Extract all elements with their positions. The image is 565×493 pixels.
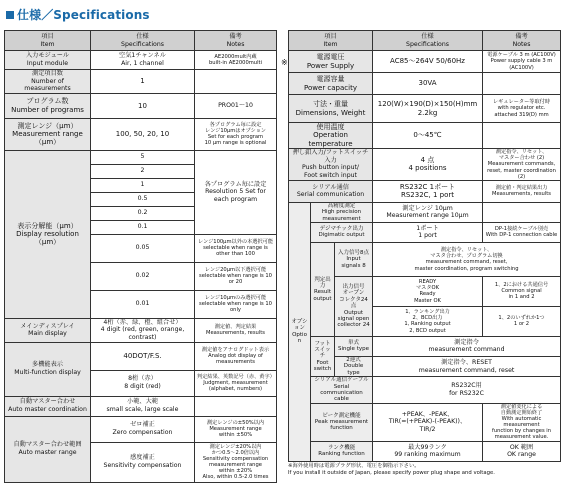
row-judge-input: 判定出力 Result output 入力信号8点 Input signals 8 測定指令、リセット、 マスタ合わせ、プログラム切換 measurement command, reset, master coordination, program switching — [289, 242, 561, 276]
row-input-module: 入力モジュール Input module 空気1チャンネル Air, 1 channel AE2000mult内蔵 built-in AE2000multi — [5, 51, 277, 70]
row-display-res-02: 0.2 — [5, 206, 277, 220]
row-number-measurements: 測定項目数 Number of measurements 1 — [5, 70, 277, 94]
row-main-display: メインディスプレイ Main display 4桁（赤、緑、橙、組合せ） 4 digit (red, green, orange, contrast) 測定値、判定結果 Measurements, results — [5, 318, 277, 342]
row-display-res-5: 表示分解能（μm） Display resolution（μm） 5 各プログラム毎に設定 Resolution 5 Set for each program — [5, 150, 277, 164]
row-serial-communication: シリアル通信 Serial communication RS232C 1ポート RS232C, 1 port 測定値・判定結果出力 Measurements, results — [289, 180, 561, 202]
asterisk-mark: ※ — [281, 58, 288, 67]
row-power-capacity: 電源容量 Power capacity 30VA — [289, 73, 561, 95]
header-item: 項目 Item — [5, 31, 91, 51]
footnote: ※海外使用時は電源プラグ形状、電圧を御指示下さい。 If you install it outside of Japan, please specify power plug shape and voltage. — [288, 463, 495, 476]
row-display-res-005: 0.05 レンジ100μm以外の本選択可能 selectable when range is other than 100 — [5, 234, 277, 262]
row-display-res-1: 1 — [5, 178, 277, 192]
option-label: オプション Option — [289, 202, 311, 461]
row-power-supply: 電源電圧 Power Supply AC85～264V 50/60Hz 電源ケーブル 3 m (AC100V) Power supply cable 3 m (AC100V) — [289, 51, 561, 73]
page-title: 仕様／Specifications — [6, 6, 150, 23]
row-sensitivity-comp: 感度補正 Sensitivity compensation 測定レンジ±20%以内 かつ0.5～2.0倍以内 Sensitivity compensation measurement range within ±20% Also, within 0.5-2.0 times — [5, 442, 277, 482]
row-zero-comp: 自動マスター合わせ範囲 Auto master range ゼロ補正 Zero compensation 測定レンジの±50%以内 Measurement range within ±50% — [5, 416, 277, 442]
row-display-res-05: 0.5 — [5, 192, 277, 206]
right-header-row: 項目 Item 仕様 Specifications 備考 Notes — [289, 31, 561, 51]
title-square-icon — [6, 11, 14, 19]
row-judge-output: 出力信号 オープン コレクタ24点 Output signal open collector 24 READY マスタOK Ready Master OK 1、2における共通信号 Common signal in 1 and 2 — [289, 276, 561, 306]
row-multi-display-dot: 多機能表示 Multi-function display 40DOT/F.S. 測定値をアナログドット表示 Analog dot display of measurements — [5, 342, 277, 370]
header-spec: 仕様 Specifications — [91, 31, 195, 51]
row-multi-display-digit: 8桁（赤） 8 digit (red) 判定結果、英数記号（赤、黄字） Judgment, measurement (alphabet, numbers) — [5, 370, 277, 396]
row-display-res-2: 2 — [5, 164, 277, 178]
row-display-res-002: 0.02 レンジ20μm以下選択可能 selectable when range is 10 or 20 — [5, 262, 277, 290]
row-number-programs: プログラム数 Number of programs 10 PRO01～10 — [5, 93, 277, 118]
left-header-row — [5, 31, 277, 51]
right-spec-table — [288, 30, 561, 462]
row-serial-cable: シリアル通信ケーブル Serial communication cable RS232C用 for RS232C — [289, 377, 561, 404]
row-measurement-range: 測定レンジ（μm） Measurement range（μm） 100, 50, 20, 10 各プログラム毎に設定 レンジ10μmはオプション Set for each program 10 μm range is optional — [5, 118, 277, 150]
row-dimensions: 寸法・重量 Dimensions, Weight 120(W)×190(D)×150(H)mm 2.2kg レギュレーター等取付時 with regulator etc. attached 319(D) mm — [289, 95, 561, 123]
row-display-res-01: 0.1 — [5, 220, 277, 234]
row-rank: ランク機能 Ranking function 最大99ランク 99 ranking maximum OK 範囲 OK range — [289, 441, 561, 461]
row-high-precision: オプション Option 高精度測定 High precision measurement 測定レンジ 10μm Measurement range 10μm — [289, 202, 561, 222]
row-peak: ピーク測定機能 Peak measurement function +PEAK、-PEAK、 TIR(=(+PEAK)-(-PEAK))、 TIR/2 測定値変化による 自動測定開始終了 With automatic measurement function by changes in measurement value. — [289, 403, 561, 441]
row-judge-output-2: 1、ランキング出力 2、BCD出力 1, Ranking output 2, BCD output 1、2のいずれか1つ 1 or 2 — [289, 306, 561, 336]
row-foot-double: 2連式 Double type 測定指令、RESET measurement command, reset — [289, 356, 561, 376]
row-foot-single: フット スイッチ Foot switch 単式 Single type 測定指令 measurement command — [289, 336, 561, 356]
row-auto-master: 自動マスター合わせ Auto master coordination 小範、大範 small scale, large scale — [5, 396, 277, 416]
left-spec-table — [4, 30, 277, 483]
row-push-button-input: 押し釦入力/フットスイッチ入力 Push button input/ Foot switch input 4 点 4 positions 測定指令、リセット、 マスター合わせ (2) Measurement commands, reset, master coordination (2) — [289, 149, 561, 180]
row-digimatic: デジマチック出力 Digimatic output 1ポート 1 port DP-1接続ケーブル別売 With DP-1 connection cable — [289, 222, 561, 242]
header-notes: 備考 Notes — [195, 31, 277, 51]
row-display-res-001: 0.01 レンジ10μmのみ選択可能 selectable when range is 10 only — [5, 290, 277, 318]
row-operation-temp: 使用温度 Operation temperature 0～45℃ — [289, 123, 561, 149]
